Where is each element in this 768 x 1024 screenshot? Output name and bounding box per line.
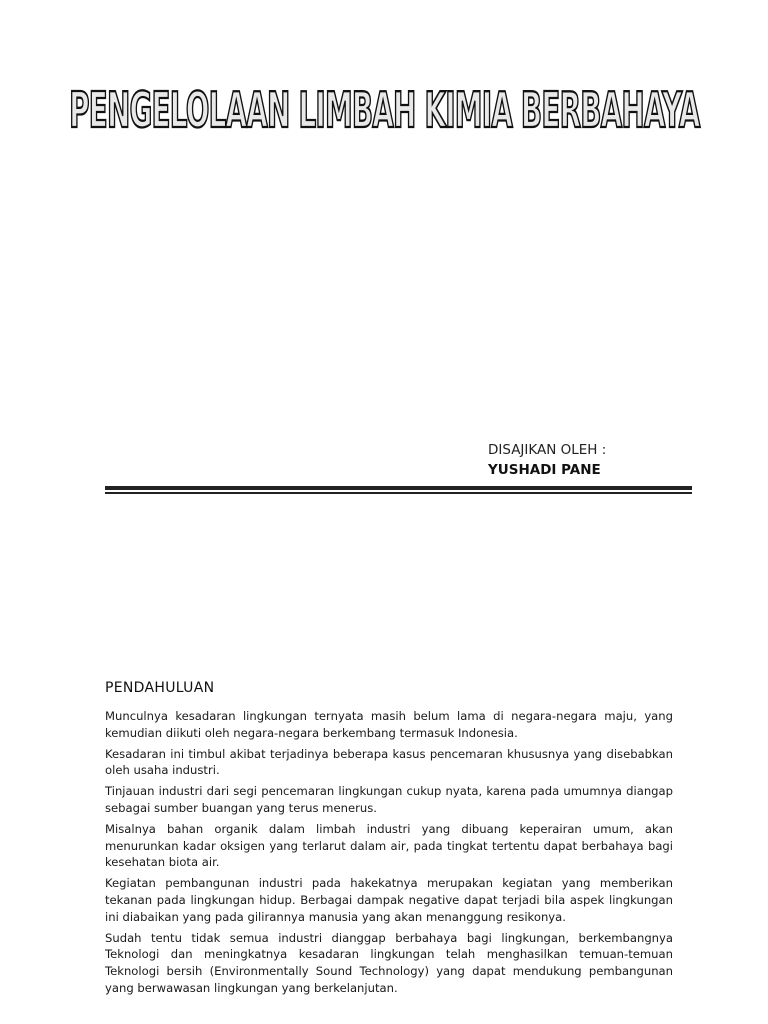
paragraph: Kegiatan pembangunan industri pada hakekatnya merupakan kegiatan yang memberikan tekanan pada lingkungan hidup. Berbagai dampak negative dapat terjadi bila aspek lingkungan ini diabaikan yang pada gilirannya manusia yang akan menanggung resikonya. [105,876,673,924]
presenter-block [488,440,606,480]
double-divider [105,486,692,494]
presenter-name: YUSHADI PANE [488,462,601,478]
section-heading: PENDAHULUAN [105,680,215,696]
paragraph: Misalnya bahan organik dalam limbah industri yang dibuang keperairan umum, akan menurunkan kadar oksigen yang terlarut dalam air, pada tingkat tertentu dapat berbahaya bagi kesehatan biota air. [105,821,673,870]
document-title: PENGELOLAAN LIMBAH KIMIA BERBAHAYA [69,82,700,140]
paragraph: Tinjauan industri dari segi pencemaran lingkungan cukup nyata, karena pada umumnya diangap sebagai sumber buangan yang terus menerus. [105,784,673,815]
paragraph: Sudah tentu tidak semua industri dianggap berbahaya bagi lingkungan, berkembangnya Teknologi dan meningkatnya kesadaran lingkungan telah menghasilkan temuan-temuan Teknologi bersih (Environmentally Sound Technology) yang dapat mendukung pembangunan yang berwawasan lingkungan yang berkelanjutan. [105,930,673,995]
divider-thick-line [105,486,692,490]
paragraph: Kesadaran ini timbul akibat terjadinya beberapa kasus pencemaran khususnya yang disebabkan oleh usaha industri. [105,746,673,778]
section-introduction [105,680,673,1001]
paragraph: Munculnya kesadaran lingkungan ternyata masih belum lama di negara-negara maju, yang kemudian diikuti oleh negara-negara berkembang termasuk Indonesia. [105,709,673,740]
divider-thin-line [105,492,692,494]
presenter-label: DISAJIKAN OLEH : [488,442,607,458]
